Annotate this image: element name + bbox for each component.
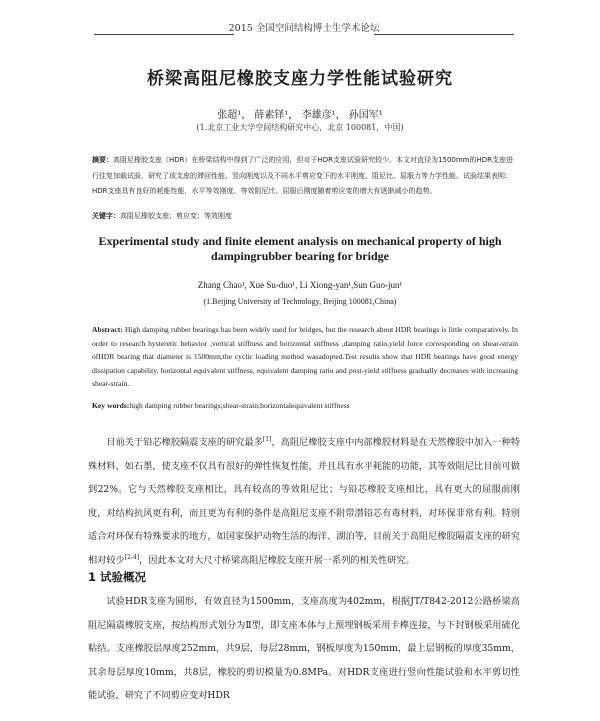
chinese-keywords [92,211,518,221]
header-rule-right [374,34,514,35]
chinese-affiliation: (1.北京工业大学空间结构研究中心，北京 100081，中国) [196,123,404,132]
chinese-keywords-text: 高阻尼橡胶支座；剪应变；等效刚度 [120,212,232,220]
section-1-paragraph [88,590,520,708]
citation-2-4: [2-4] [124,553,140,561]
english-affiliation: (1.Beijing University of Technology, Beijing 100081,China) [203,297,397,306]
chinese-title: 桥梁高阻尼橡胶支座力学性能试验研究 [147,69,453,89]
chinese-abstract [92,153,518,200]
english-title: Experimental study and finite element analysis on mechanical property of high dampingrubber bearing for bridge [98,234,502,263]
running-head: 2015 全国空间结构博士生学术论坛 [228,23,380,34]
intro-text-a: 目前关于铅芯橡胶隔震支座的研究最多 [106,437,263,448]
chinese-abstract-text: 高阻尼橡胶支座（HDR）在桥梁结构中得到了广泛的应用，但对于HDR支座试验研究较少。本文对直径为1500mm的HDR支座进行往复加载试验，研究了该支座的滞回性能、竖向刚度以及不同水平剪应变下的水平刚度、阻尼比、屈服力等力学性能。试验结果表明：HDR支座具有良好的耗能性能，水平等效刚度、等效阻尼比、屈服后刚度随着剪应变的增大有逐渐减小的趋势。 [92,156,514,195]
intro-text-b: ，高阻尼橡胶支座中内部橡胶材料是在天然橡胶中加入一种特殊材料，如石墨，使支座不仅具有很好的弹性恢复性能，并且具有水平耗能的功能，其等效阻尼比目前可做到22%。它与天然橡胶支座相比，具有较高的等效阻尼比；与铅芯橡胶支座相比，具有更大的屈服前刚度，对结构抗风更有利，而且更为有利的条件是高阻尼支座不附带潜铅芯有毒材料，对环保非常有利。特别适合对环保有特殊要求的地方，如国家保护动物生活的海洋、湖泊等，目前关于高阻尼橡胶隔震支座的研究相对较少 [88,437,521,566]
chinese-abstract-label: 摘要： [92,156,113,164]
english-keywords [92,401,518,410]
header-rule-left [94,34,234,35]
english-keywords-text: high damping rubber bearings;shear-strain;horizontalequivalent stiffness [129,401,350,410]
english-abstract-text: High damping rubber bearings has been widely used for bridges, but the research about HDR bearings is little comparatively. In order to research hysteretic behavior ,vertical stiffness and horizontal stiffness ,damping ratio,yield force corresponding on shear-strain ofHDR bearing that diameter is 1500mm,the cyclic loading method wasadopted.Test results show that HDR bearings have good energy dissipation capability, horizontal equivalent stiffness, equivalent damping ratio and post-yield stiffness gradually decreases with increasing shear-strain. [92,325,518,389]
chinese-authors: 张超¹， 薛素铎¹， 李雄彦¹， 孙国军¹ [217,110,383,121]
english-abstract [92,323,518,391]
intro-paragraph [88,431,520,572]
english-keywords-label: Key words: [92,401,130,410]
intro-text-c: ，因此本文对大尺寸桥梁高阻尼橡胶支座开展一系列的相关性研究。 [139,554,415,566]
english-authors: Zhang Chao¹, Xue Su-duo¹, Li Xiong-yan¹,Sun Guo-jun¹ [197,280,403,290]
english-abstract-label: Abstract: [92,325,123,334]
section-1-text: 试验HDR支座为圆形，有效直径为1500mm，支座高度为402mm，根据JT/T842-2012公路桥梁高阻尼隔震橡胶支座，按结构形式划分为Ⅱ型，即支座本体与上预埋钢板采用卡榫连接，与下封钢板采用硫化粘结。支座橡胶层厚度252mm，共9层，每层28mm，钢板厚度为150mm，最上层钢板的厚度35mm，其余每层厚度10mm，共8层，橡胶的剪切模量为0.8MPa。对HDR支座进行竖向性能试验和水平剪切性能试验，研究了不同剪应变对HDR [88,596,520,701]
citation-1: [1] [262,435,272,443]
section-1-heading: 1 试验概况 [88,570,147,584]
chinese-keywords-label: 关键字： [92,212,120,220]
